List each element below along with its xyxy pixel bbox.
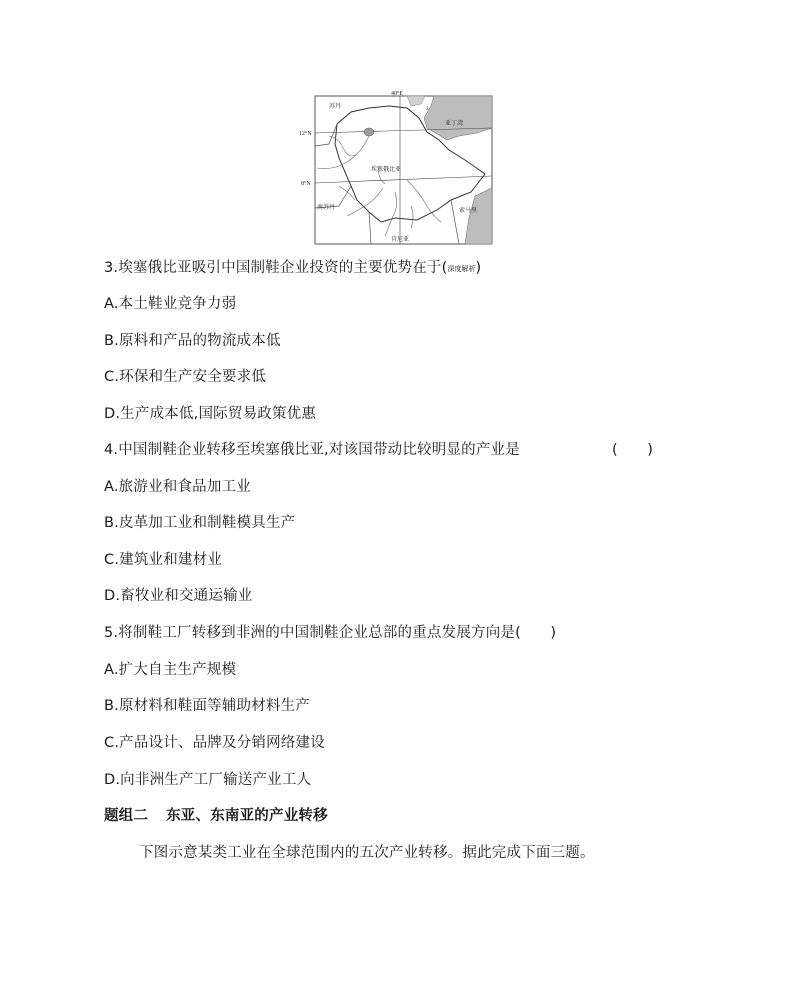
meridian-label: 40°E: [391, 91, 404, 97]
q4-stem: [104, 440, 654, 460]
sudan-label: 苏丹: [329, 103, 342, 110]
q3-stem-text: 3.埃塞俄比亚吸引中国制鞋企业投资的主要优势在于(: [104, 260, 448, 276]
q5-option-a: A.扩大自主生产规模: [104, 662, 237, 678]
q5-option-b: B.原材料和鞋面等辅助材料生产: [104, 698, 311, 714]
somalia-label: 索马里: [459, 207, 478, 214]
q3-option-d: D.生产成本低,国际贸易政策优惠: [104, 406, 317, 422]
q3-tag: 深度解析: [447, 265, 476, 273]
ethiopia-map: [299, 88, 495, 246]
q4-option-d: D.畜牧业和交通运输业: [104, 588, 253, 604]
q4-option-c: C.建筑业和建材业: [104, 552, 223, 568]
q3-option-c: C.环保和生产安全要求低: [104, 369, 267, 385]
q5-stem: 5.将制鞋工厂转移到非洲的中国制鞋企业总部的重点发展方向是( ): [104, 625, 557, 641]
q5-option-c: C.产品设计、品牌及分销网络建设: [104, 735, 325, 751]
ethiopia-label: 埃塞俄比亚: [371, 166, 402, 173]
gulf-aden-label: 亚丁湾: [445, 120, 464, 127]
q3-option-a: A.本土鞋业竞争力弱: [104, 296, 237, 312]
map-marker: 2: [426, 107, 429, 112]
q4-answer-paren: ( ): [612, 442, 654, 458]
q4-option-a: A.旅游业和食品加工业: [104, 479, 251, 495]
south-sudan-label: 南苏丹: [317, 204, 336, 211]
group2-title: 东亚、东南亚的产业转移: [166, 807, 328, 824]
q5-option-d: D.向非洲生产工厂输送产业工人: [104, 772, 312, 788]
group2-heading: [104, 806, 328, 826]
lat-12-label: 12°N: [299, 131, 312, 137]
q3-option-b: B.原料和产品的物流成本低: [104, 333, 281, 349]
q3-close: ): [475, 260, 482, 276]
q3-stem: [104, 258, 481, 279]
lake-tana: [364, 128, 374, 136]
q4-option-b: B.皮革加工业和制鞋模具生产: [104, 515, 296, 531]
lat-8-label: 8°N: [301, 181, 311, 187]
q4-stem-text: 4.中国制鞋企业转移至埃塞俄比亚,对该国带动比较明显的产业是: [104, 442, 520, 458]
group2-label: 题组二: [104, 807, 149, 824]
group2-intro: 下图示意某类工业在全球范围内的五次产业转移。据此完成下面三题。: [139, 845, 595, 861]
kenya-label: 肯尼亚: [391, 236, 410, 243]
